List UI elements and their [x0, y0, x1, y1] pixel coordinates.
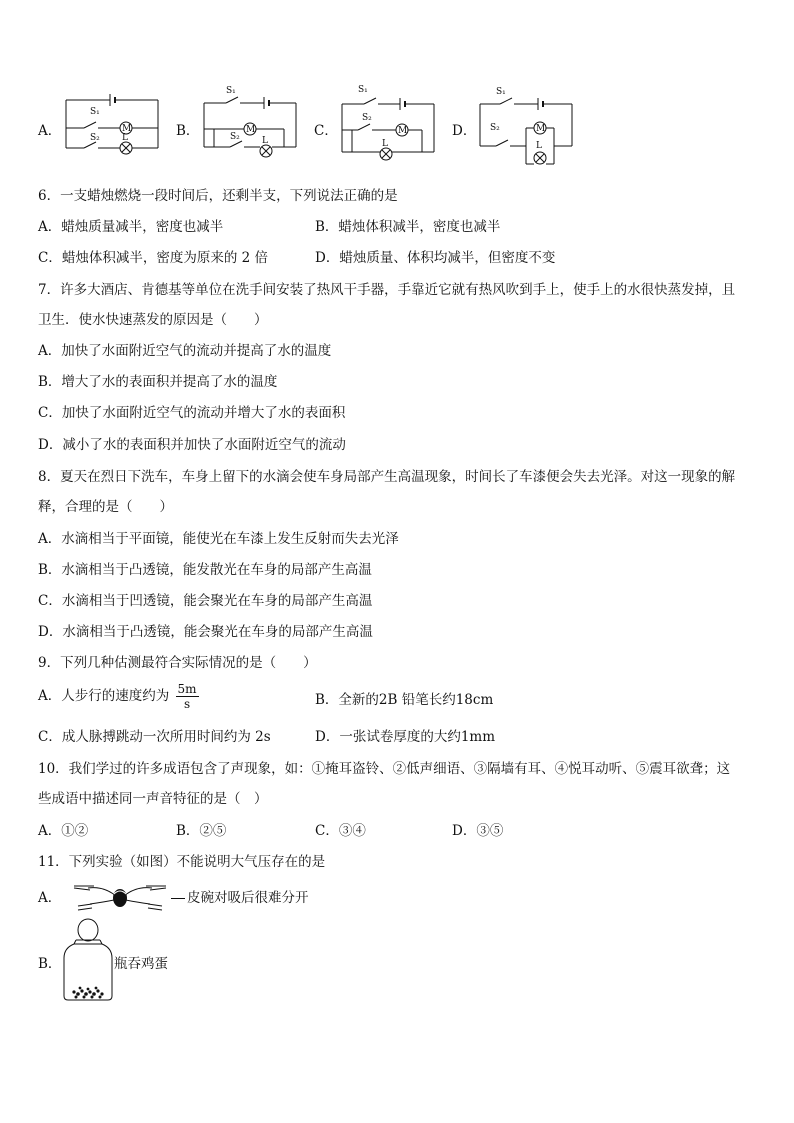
q11-option-a-caption — [171, 889, 309, 907]
q9-option-a — [38, 682, 199, 711]
q5-option-c-label: C． — [314, 123, 338, 139]
motor-label: M — [536, 124, 546, 134]
q9-stem: 9．下列几种估测最符合实际情况的是（ ） — [38, 655, 317, 671]
q10-option-b: B．②⑤ — [176, 823, 227, 839]
s1-label: S₁ — [358, 85, 368, 95]
s1-label: S₁ — [226, 86, 236, 96]
q5-option-b-label: B． — [176, 123, 200, 139]
q7-option-b: B．增大了水的表面积并提高了水的温度 — [38, 374, 278, 390]
q7-option-d: D．减小了水的表面积并加快了水面附近空气的流动 — [38, 437, 346, 453]
q10-option-d: D．③⑤ — [452, 823, 504, 839]
q11-option-a-label: A． — [38, 890, 62, 906]
q10-stem-line2: 些成语中描述同一声音特征的是（ ） — [38, 791, 268, 807]
fraction-numerator: 5m — [177, 682, 197, 696]
q6-option-a: A．蜡烛质量减半，密度也减半 — [38, 219, 224, 235]
q11-option-b-caption: 瓶吞鸡蛋 — [114, 956, 168, 972]
q6-option-c: C．蜡烛体积减半，密度为原来的 2 倍 — [38, 250, 269, 266]
lamp-label: L — [382, 139, 388, 149]
q6-stem: 6．一支蜡烛燃烧一段时间后，还剩半支，下列说法正确的是 — [38, 188, 398, 204]
fraction-denominator: s — [183, 697, 191, 711]
q6-option-d: D．蜡烛质量、体积均减半，但密度不变 — [315, 250, 556, 266]
motor-label: M — [246, 125, 256, 135]
s2-label: S₂ — [490, 123, 500, 133]
s2-label: S₂ — [230, 132, 240, 142]
q8-stem-line1: 8．夏天在烈日下洗车，车身上留下的水滴会使车身局部产生高温现象，时间长了车漆便会失去光泽。对这一现象的解 — [38, 469, 736, 485]
bottle-egg-illustration — [60, 918, 116, 1002]
q8-option-d: D．水滴相当于凸透镜，能会聚光在车身的局部产生高温 — [38, 624, 373, 640]
q10-stem-line1: 10．我们学过的许多成语包含了声现象，如：①掩耳盗铃、②低声细语、③隔墙有耳、④悦耳动听、⑤震耳欲聋；这 — [38, 761, 731, 777]
q9-option-d: D．一张试卷厚度的大约1mm — [315, 729, 496, 745]
s1-label: S₁ — [90, 107, 100, 117]
lamp-label: L — [536, 141, 542, 151]
lamp-label: L — [262, 136, 268, 146]
q7-option-a: A．加快了水面附近空气的流动并提高了水的温度 — [38, 343, 332, 359]
pointer-line — [171, 898, 185, 899]
q8-option-b: B．水滴相当于凸透镜，能发散光在车身的局部产生高温 — [38, 562, 372, 578]
q5-circuit-b — [200, 85, 300, 165]
speed-fraction — [176, 682, 199, 711]
q11-option-a-caption-text: 皮碗对吸后很难分开 — [187, 890, 309, 906]
q9-option-a-text: A．人步行的速度约为 — [38, 688, 170, 704]
motor-label: M — [122, 124, 132, 134]
q11-stem: 11．下列实验（如图）不能说明大气压存在的是 — [38, 854, 326, 870]
q10-option-c: C．③④ — [315, 823, 366, 839]
q5-option-a-label: A． — [38, 123, 62, 139]
s2-label: S₂ — [90, 133, 100, 143]
q9-option-b: B．全新的2B 铅笔长约18cm — [315, 692, 494, 708]
q7-option-c: C．加快了水面附近空气的流动并增大了水的表面积 — [38, 405, 346, 421]
q5-circuit-c — [338, 82, 438, 168]
lamp-label: L — [122, 133, 128, 143]
q5-circuit-a — [62, 92, 162, 164]
q7-stem-line1: 7．许多大酒店、肯德基等单位在洗手间安装了热风干手器，手靠近它就有热风吹到手上，使手上的水很快蒸发掉，且 — [38, 282, 736, 298]
s1-label: S₁ — [496, 87, 506, 97]
q5-option-d-label: D． — [452, 123, 477, 139]
q9-option-c: C．成人脉搏跳动一次所用时间约为 2s — [38, 729, 271, 745]
q7-stem-line2: 卫生．使水快速蒸发的原因是（ ） — [38, 312, 268, 328]
q10-option-a: A．①② — [38, 823, 89, 839]
q6-option-b: B．蜡烛体积减半，密度也减半 — [315, 219, 501, 235]
q8-option-a: A．水滴相当于平面镜，能使光在车漆上发生反射而失去光泽 — [38, 531, 399, 547]
s2-label: S₂ — [362, 113, 372, 123]
q11-option-b-label: B． — [38, 956, 62, 972]
q8-stem-line2: 释，合理的是（ ） — [38, 499, 173, 515]
suction-cups-illustration — [70, 880, 170, 916]
motor-label: M — [398, 126, 408, 136]
q8-option-c: C．水滴相当于凹透镜，能会聚光在车身的局部产生高温 — [38, 593, 373, 609]
q5-circuit-d — [476, 84, 576, 168]
